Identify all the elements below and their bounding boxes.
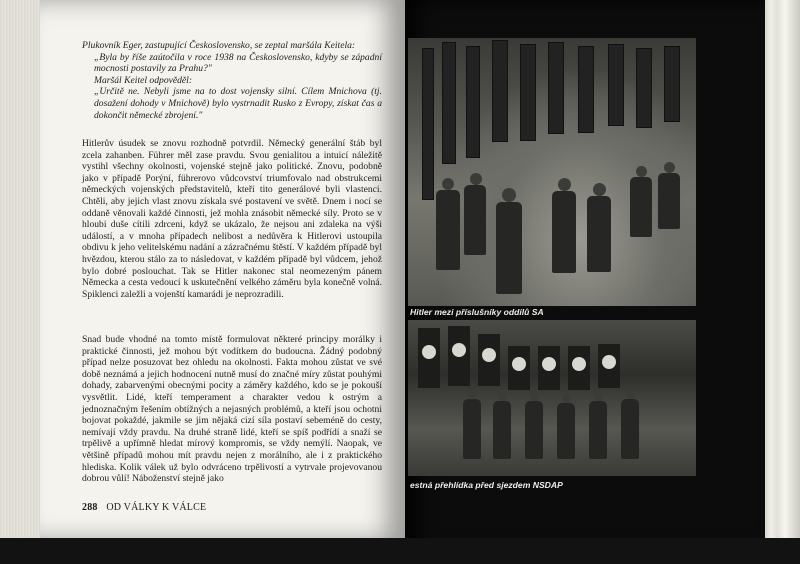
running-title: OD VÁLKY K VÁLCE <box>106 502 207 513</box>
photo-caption-top: Hitler mezi příslušníky oddílů SA <box>410 307 544 317</box>
swastika-emblem-icon <box>452 343 466 357</box>
figure-head <box>530 392 539 401</box>
dialogue-block <box>82 40 382 121</box>
figure-head <box>498 392 507 401</box>
figure-head <box>593 183 606 196</box>
figure-body <box>552 191 576 273</box>
figure-head <box>626 390 635 399</box>
figure-body <box>587 196 611 272</box>
banner-shape <box>508 346 530 390</box>
photo-hitler-sa <box>408 38 696 306</box>
swastika-emblem-icon <box>512 357 526 371</box>
figure-body <box>621 399 639 459</box>
paragraph-text: Snad bude vhodné na tomto místě formulovat některé principy morálky i praktické činnosti, jež mohou být vodítkem do budoucna. Žádný podobný případ nelze posuzovat bez ohledu na okolnosti. Fakta mohou zůstat ve své době neznámá a jejich hodnocení nutně musí do značné míry zůstat pouhými dohady, zabarvenými obecnými pocity a záměry každého, kdo se je pokouší vysvětlit. Lidé, kteří temperament a charakter vedou k ostrým a jednoznačným řešením obtížných a nejasných problémů, a kteří jsou ochotni bojovat pokaždé, jakmile se jim nějaká cizí síla postaví sebeméně do cesty, nemívají vždy pravdu. Na druhé straně lidé, kteří se spíš podřídí a snaží se trpělivě a upřímně hledat mírový kompromis, se vždy nemýlí. Naopak, ve většině případů mohou mít pravdu nejen z morálního, ale i z praktického hlediska. Kolik válek už bylo odvráceno trpělivostí a vytrvale projevovanou dobrou vůlí! Náboženství stejně jako <box>82 334 382 485</box>
photo-caption-bottom: estná přehlídka před sjezdem NSDAP <box>410 480 563 490</box>
photo-nsdap-parade <box>408 320 696 476</box>
figure-head <box>558 178 571 191</box>
dialogue-line: „Určitě ne. Nebyli jsme na to dost vojensky silní. Cílem Mnichova (tj. dosažení dohody v Mnichově) bylo vystrnadit Rusko z Evropy, získat čas a dokončit německé zbrojení." <box>94 86 382 121</box>
figure-head <box>470 173 482 185</box>
figure-body <box>463 399 481 459</box>
page-number: 288 <box>82 502 98 513</box>
flag-shape <box>442 42 456 164</box>
flag-shape <box>664 46 680 122</box>
banner-shape <box>538 346 560 390</box>
figure-body <box>557 403 575 459</box>
figure-head <box>594 392 603 401</box>
dialogue-line: „Byla by říše zaútočila v roce 1938 na Československo, kdyby se západní mocnosti postavily za Prahu?" <box>94 51 382 75</box>
flag-shape <box>636 48 652 128</box>
figure-head <box>442 178 454 190</box>
swastika-emblem-icon <box>572 357 586 371</box>
flag-shape <box>466 46 480 158</box>
figure-body <box>436 190 460 270</box>
figure-body <box>496 202 522 294</box>
left-page-edges <box>0 0 42 564</box>
swastika-emblem-icon <box>482 348 496 362</box>
bottom-shadow <box>0 538 800 564</box>
page-footer <box>82 502 206 513</box>
banner-shape <box>448 326 470 386</box>
figure-body <box>658 173 680 229</box>
banner-shape <box>418 328 440 388</box>
banner-shape <box>568 346 590 390</box>
flag-shape <box>520 44 536 141</box>
flag-shape <box>578 46 594 133</box>
dialogue-line: Maršál Keitel odpověděl: <box>94 74 193 86</box>
swastika-emblem-icon <box>422 345 436 359</box>
paragraph-2 <box>82 334 382 485</box>
swastika-emblem-icon <box>542 357 556 371</box>
figure-body <box>589 401 607 459</box>
figure-head <box>502 188 516 202</box>
flag-shape <box>422 48 434 200</box>
figure-head <box>468 390 477 399</box>
flag-shape <box>548 42 564 134</box>
flag-shape <box>492 40 508 142</box>
flag-shape <box>608 44 624 126</box>
figure-head <box>664 162 675 173</box>
paragraph-text: Hitlerův úsudek se znovu rozhodně potvrdil. Německý generální štáb byl zcela zahanben. Führer měl zase pravdu. Svou genialitou a intuicí náležitě vystihl všechny okolnosti, vojenské stejně jako politické. Znovu, podobně jako v případě Porýní, führerovo vůdcovství triumfovalo nad obstrukcemi německých vojenských představitelů, kteří tito generálové byli vlastenci. Chtěli, aby jejich vlast znovu získala své postavení ve světě. Dnem i nocí se oddaně věnovali každé činnosti, jež mohla znásobit německé síly. Proto se v hloubi duše cítili zdrceni, když se ukázalo, že nejsou ani zdaleka na výši událostí, a v mnoha případech nelibost a nedůvěra k Hitlerovi ustoupila obdivu k jeho velitelskému nadání a zázračnému štěstí. V každém případě byl hvězdou, kterou stálo za to následovat, v každém případě byl vůdcem, jehož bylo dobré poslouchat. Tak se Hitler nakonec stal neomezeným pánem Německa a cesta vedoucí k uskutečnění velkého záměru byla konečně volná. Spiklenci zaležli a vojenští kamarádi je neprozradili. <box>82 138 382 300</box>
figure-body <box>525 401 543 459</box>
figure-head <box>562 394 571 403</box>
figure-body <box>493 401 511 459</box>
banner-shape <box>598 344 620 388</box>
figure-body <box>464 185 486 255</box>
figure-head <box>636 166 647 177</box>
banner-shape <box>478 334 500 386</box>
dialogue-line: Plukovník Eger, zastupující Československo, se zeptal maršála Keitela: <box>82 40 356 51</box>
swastika-emblem-icon <box>602 355 616 369</box>
paragraph-1 <box>82 138 382 300</box>
figure-body <box>630 177 652 237</box>
right-page-edges <box>765 0 800 564</box>
